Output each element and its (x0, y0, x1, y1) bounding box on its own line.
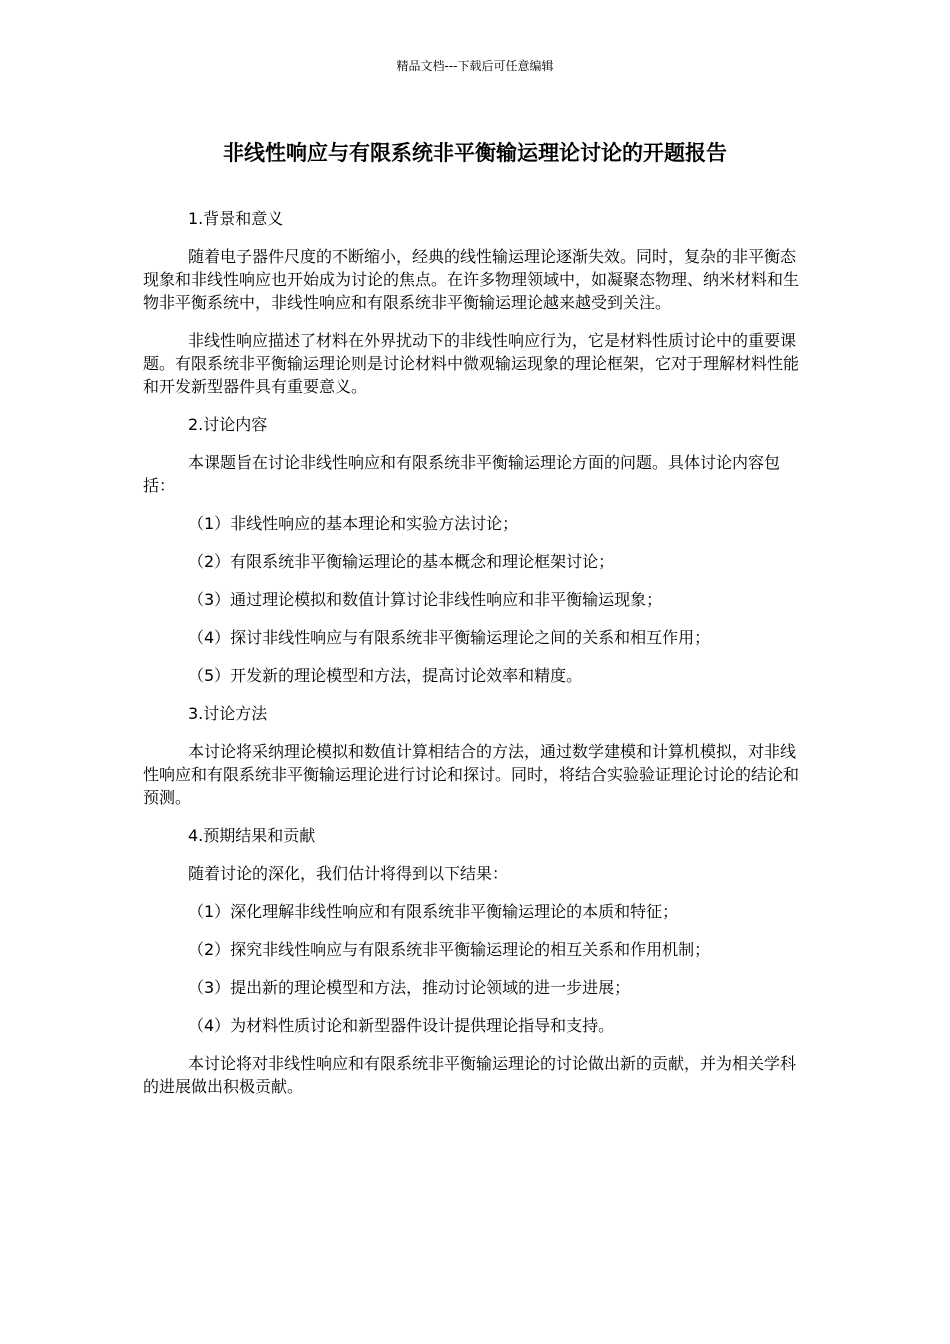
document-title: 非线性响应与有限系统非平衡输运理论讨论的开题报告 (223, 141, 727, 165)
section-heading-background: 1.背景和意义 (188, 209, 284, 228)
paragraph: 本讨论将采纳理论模拟和数值计算相结合的方法，通过数学建模和计算机模拟，对非线性响应和有限系统非平衡输运理论进行讨论和探讨。同时，将结合实验验证理论讨论的结论和预测。 (143, 742, 800, 807)
header-note: 精品文档---下载后可任意编辑 (396, 59, 554, 73)
list-item: （4）探讨非线性响应与有限系统非平衡输运理论之间的关系和相互作用； (188, 628, 711, 647)
list-item: （2）探究非线性响应与有限系统非平衡输运理论的相互关系和作用机制； (188, 940, 711, 959)
paragraph: 非线性响应描述了材料在外界扰动下的非线性响应行为，它是材料性质讨论中的重要课题。有限系统非平衡输运理论则是讨论材料中微观输运现象的理论框架，它对于理解材料性能和开发新型器件具有重要意义。 (143, 331, 800, 396)
list-item: （3）通过理论模拟和数值计算讨论非线性响应和非平衡输运现象； (188, 590, 663, 609)
paragraph: 随着讨论的深化，我们估计将得到以下结果： (188, 864, 509, 883)
list-item: （5）开发新的理论模型和方法，提高讨论效率和精度。 (188, 666, 583, 685)
document-body (143, 207, 807, 1113)
paragraph: 本课题旨在讨论非线性响应和有限系统非平衡输运理论方面的问题。具体讨论内容包括： (143, 453, 781, 495)
list-item: （1）非线性响应的基本理论和实验方法讨论； (188, 514, 519, 533)
section-heading-method: 3.讨论方法 (188, 704, 268, 723)
paragraph: 随着电子器件尺度的不断缩小，经典的线性输运理论逐渐失效。同时，复杂的非平衡态现象和非线性响应也开始成为讨论的焦点。在许多物理领域中，如凝聚态物理、纳米材料和生物非平衡系统中，非线性响应和有限系统非平衡输运理论越来越受到关注。 (143, 247, 800, 312)
list-item: （4）为材料性质讨论和新型器件设计提供理论指导和支持。 (188, 1016, 615, 1035)
list-item: （1）深化理解非线性响应和有限系统非平衡输运理论的本质和特征； (188, 902, 679, 921)
list-item: （3）提出新的理论模型和方法，推动讨论领域的进一步进展； (188, 978, 631, 997)
section-heading-content: 2.讨论内容 (188, 415, 268, 434)
section-heading-results: 4.预期结果和贡献 (188, 826, 316, 845)
paragraph: 本讨论将对非线性响应和有限系统非平衡输运理论的讨论做出新的贡献，并为相关学科的进展做出积极贡献。 (143, 1054, 797, 1096)
list-item: （2）有限系统非平衡输运理论的基本概念和理论框架讨论； (188, 552, 615, 571)
